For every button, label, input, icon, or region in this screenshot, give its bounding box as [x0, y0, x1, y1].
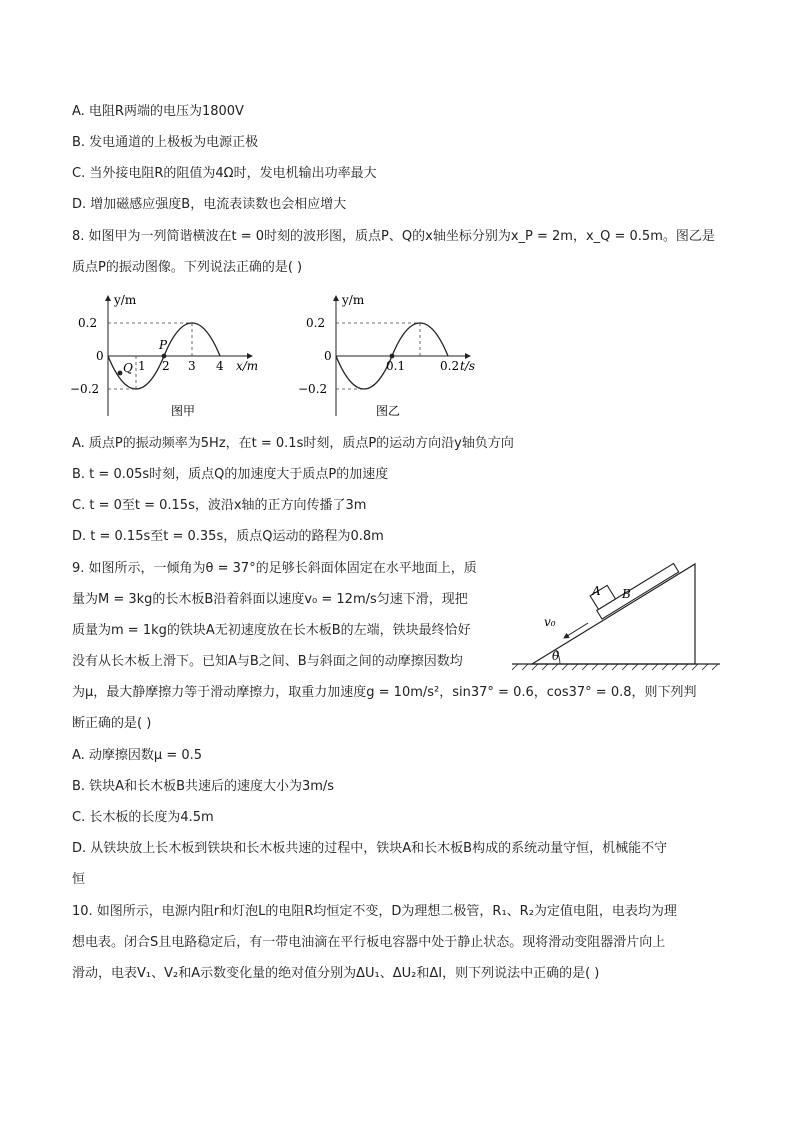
q9-option-c: C. 长木板的长度为4.5m: [72, 810, 214, 825]
caption-jia: 图甲: [171, 404, 196, 418]
q8-option-a: A. 质点P的振动频率为5Hz，在t = 0.1s时刻，质点P的运动方向沿y轴负方向: [72, 436, 514, 451]
q8-figure-jia: [64, 288, 284, 423]
q9-stem-line4: 没有从长木板上滑下。已知A与B之间、B与斜面之间的动摩擦因数均: [72, 654, 463, 669]
label-p: P: [159, 338, 168, 352]
velocity-arrow: [564, 623, 588, 638]
y-tick-zero-2: 0: [324, 349, 332, 363]
y-tick-top-2: 0.2: [306, 316, 326, 330]
q9-incline-figure: [508, 560, 724, 672]
q9-stem-line1: 9. 如图所示，一倾角为θ = 37°的足够长斜面体固定在水平地面上，质: [72, 561, 477, 576]
q10-stem-line1: 10. 如图所示，电源内阻r和灯泡L的电阻R均恒定不变，D为理想二极管，R₁、R₂为定值电阻，电表均为理: [72, 904, 677, 919]
label-v0: v₀: [544, 615, 556, 629]
q9-stem-line5: 为μ，最大静摩擦力等于滑动摩擦力，取重力加速度g = 10m/s²，sin37° = 0.6，cos37° = 0.8，则下列判: [72, 685, 697, 700]
q8-stem-line2: 质点P的振动图像。下列说法正确的是( ): [72, 260, 303, 275]
label-b: B: [622, 587, 631, 601]
q8-figure-yi: [294, 288, 494, 423]
q10-stem-line3: 滑动，电表V₁、V₂和A示数变化量的绝对值分别为ΔU₁、ΔU₂和ΔI，则下列说法中正确的是( ): [72, 966, 600, 981]
x-axis-label: x/m: [236, 359, 259, 373]
x-tick-4: 4: [216, 359, 224, 373]
q9-stem-line3: 质量为m = 1kg的铁块A无初速度放在长木板B的左端，铁块最终恰好: [72, 623, 471, 638]
q9-option-d-line1: D. 从铁块放上长木板到铁块和长木板共速的过程中，铁块A和长木板B构成的系统动量守恒，机械能不守: [72, 841, 668, 856]
t-axis-label: t/s: [460, 359, 476, 373]
q8-stem-line1: 8. 如图甲为一列简谐横波在t = 0时刻的波形图，质点P、Q的x轴坐标分别为x_P = 2m，x_Q = 0.5m。图乙是: [72, 229, 715, 244]
label-theta: θ: [552, 649, 560, 663]
q7-option-b: B. 发电通道的上极板为电源正极: [72, 135, 259, 150]
q9-stem-line2: 量为M = 3kg的长木板B沿着斜面以速度v₀ = 12m/s匀速下滑，现把: [72, 592, 468, 607]
caption-yi: 图乙: [376, 404, 401, 418]
x-tick-3: 3: [188, 359, 196, 373]
x-tick-1: 1: [138, 359, 146, 373]
x-tick-2: 2: [162, 359, 170, 373]
y-tick-top: 0.2: [78, 316, 98, 330]
q7-option-c: C. 当外接电阻R的阻值为4Ω时，发电机输出功率最大: [72, 166, 377, 181]
t-tick-1: 0.1: [386, 359, 406, 373]
q9-option-d-line2: 恒: [72, 872, 86, 887]
q9-option-b: B. 铁块A和长木板B共速后的速度大小为3m/s: [72, 779, 335, 794]
q7-option-a: A. 电阻R两端的电压为1800V: [72, 104, 244, 119]
point-q: [118, 371, 123, 376]
label-a: A: [592, 584, 601, 598]
t-tick-2: 0.2: [440, 359, 460, 373]
q9-stem-line6: 断正确的是( ): [72, 716, 152, 731]
y-tick-zero: 0: [96, 349, 104, 363]
label-q: Q: [123, 361, 133, 375]
point-p: [162, 354, 167, 359]
q8-option-b: B. t = 0.05s时刻，质点Q的加速度大于质点P的加速度: [72, 467, 389, 482]
q7-option-d: D. 增加磁感应强度B，电流表读数也会相应增大: [72, 197, 347, 212]
y-tick-bottom-2: −0.2: [298, 382, 328, 396]
y-tick-bottom: −0.2: [70, 382, 100, 396]
y-axis-label-2: y/m: [342, 293, 365, 307]
q9-option-a: A. 动摩擦因数μ = 0.5: [72, 748, 203, 763]
y-axis-label: y/m: [114, 293, 137, 307]
q8-option-d: D. t = 0.15s至t = 0.35s，质点Q运动的路程为0.8m: [72, 529, 384, 544]
q10-stem-line2: 想电表。闭合S且电路稳定后，有一带电油滴在平行板电容器中处于静止状态。现将滑动变阻器滑片向上: [72, 935, 666, 950]
q8-option-c: C. t = 0至t = 0.15s，波沿x轴的正方向传播了3m: [72, 498, 367, 513]
